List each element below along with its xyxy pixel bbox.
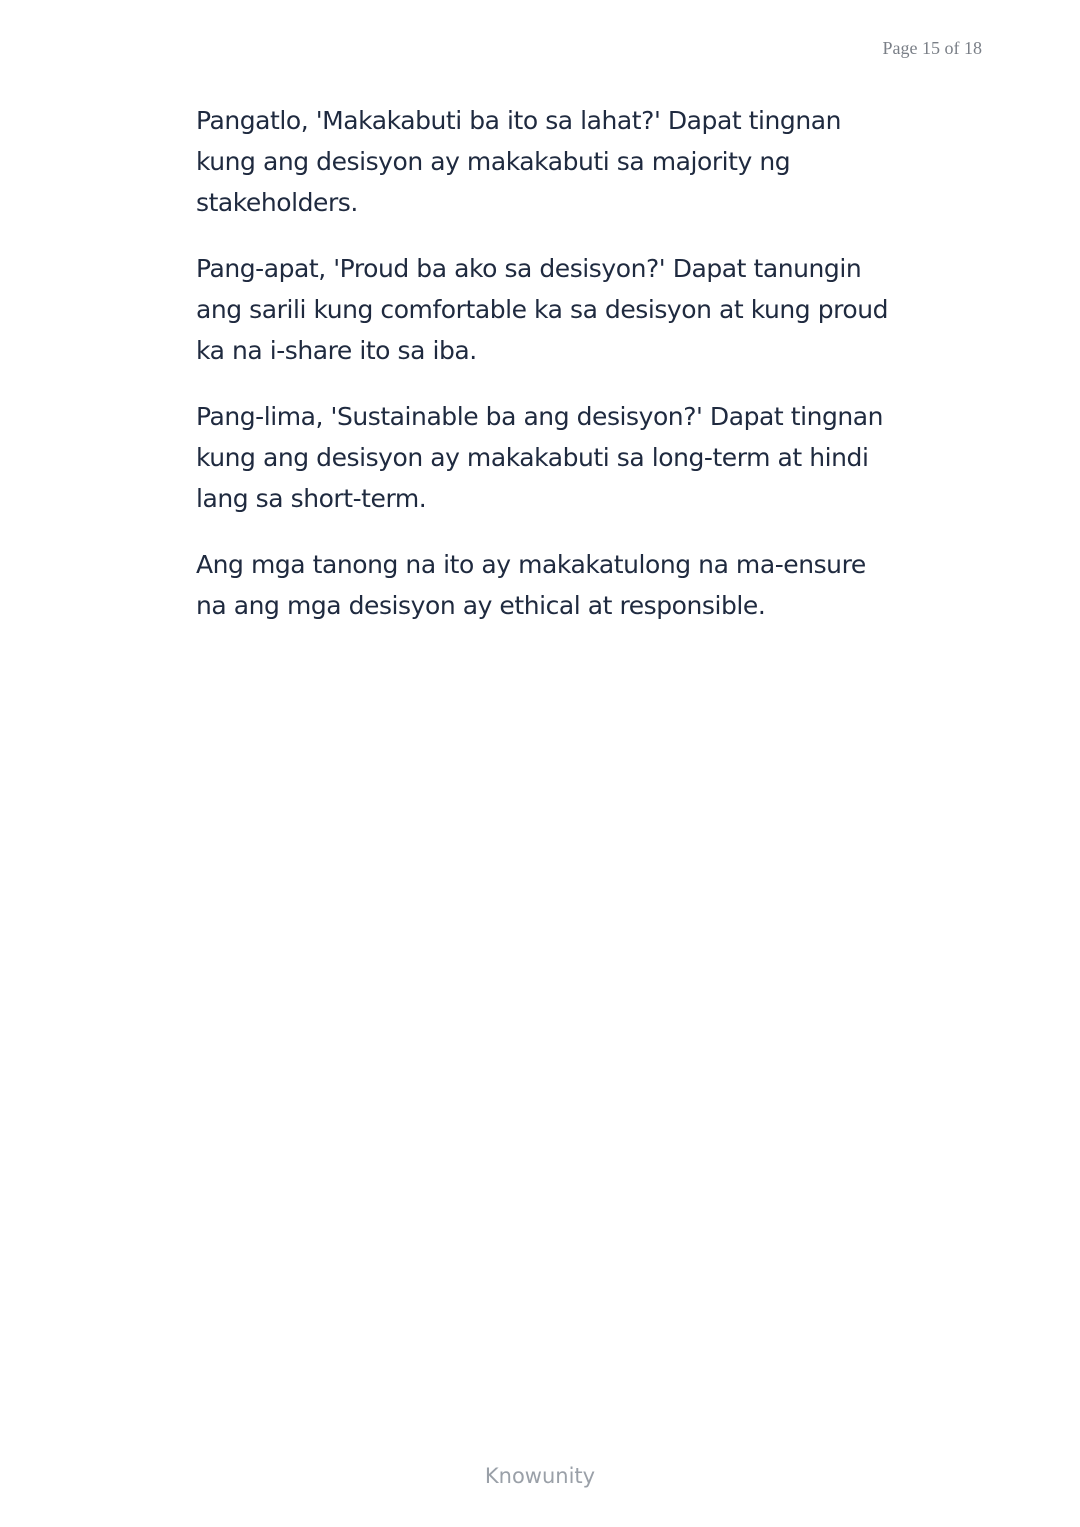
paragraph-pang-lima: Pang-lima, 'Sustainable ba ang desisyon?' Dapat tingnan kung ang desisyon ay makakabuti sa long-term at hindi lang sa short-term. — [196, 402, 884, 513]
document-body — [196, 100, 896, 651]
footer-brand: Knowunity — [484, 1464, 596, 1488]
paragraph-pangatlo: Pangatlo, 'Makakabuti ba ito sa lahat?' Dapat tingnan kung ang desisyon ay makakabuti sa majority ng stakeholders. — [196, 106, 841, 217]
page-number: Page 15 of 18 — [882, 38, 982, 58]
paragraph-pang-apat: Pang-apat, 'Proud ba ako sa desisyon?' Dapat tanungin ang sarili kung comfortable ka sa desisyon at kung proud ka na i-share ito sa iba. — [196, 254, 889, 365]
paragraph-conclusion: Ang mga tanong na ito ay makakatulong na ma-ensure na ang mga desisyon ay ethical at responsible. — [196, 550, 866, 620]
